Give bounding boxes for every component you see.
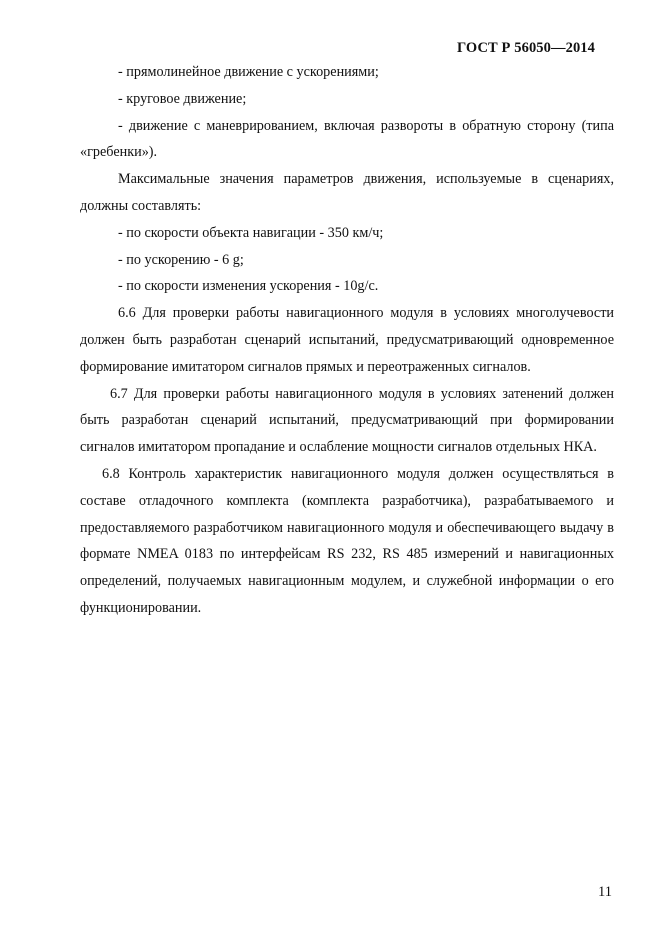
document-body [80,59,614,622]
list-item-acceleration-limit: - по ускорению - 6 g; [118,251,244,268]
list-item-speed-limit: - по скорости объекта навигации - 350 км/ч; [118,224,384,241]
list-item-jerk-limit: - по скорости изменения ускорения - 10g/c. [118,278,379,295]
clause-6-8: 6.8 Контроль характеристик навигационного модуля должен осуществляться в составе отладочного комплекта (комплекта разработчика), разрабатываемого и предоставляемого разработчиком навигационного модуля и обеспечивающего выдачу в формате NMEA 0183 по интерфейсам RS 232, RS 485 измерений и навигационных определений, получаемых навигационным модулем, и служебной информации о его функционировании. [80,465,614,616]
clause-6-7: 6.7 Для проверки работы навигационного модуля в условиях затенений должен быть разработан сценарий испытаний, предусматривающий при формировании сигналов имитатором пропадание и ослабление мощности сигналов отдельных НКА. [80,385,614,456]
list-item-linear-motion: - прямолинейное движение с ускорениями; [118,64,379,80]
list-item-circular-motion: - круговое движение; [118,90,247,107]
list-item-maneuvering-motion: - движение с маневрированием, включая развороты в обратную сторону (типа «гребенки»). [80,117,614,161]
clause-6-6: 6.6 Для проверки работы навигационного модуля в условиях многолучевости должен быть разработан сценарий испытаний, предусматривающий одновременное формирование имитатором сигналов прямых и переотраженных сигналов. [80,305,614,375]
paragraph-max-parameters: Максимальные значения параметров движения, используемые в сценариях, должны составлять: [80,171,614,214]
page-number: 11 [598,884,612,900]
document-code-header: ГОСТ Р 56050—2014 [456,40,595,56]
